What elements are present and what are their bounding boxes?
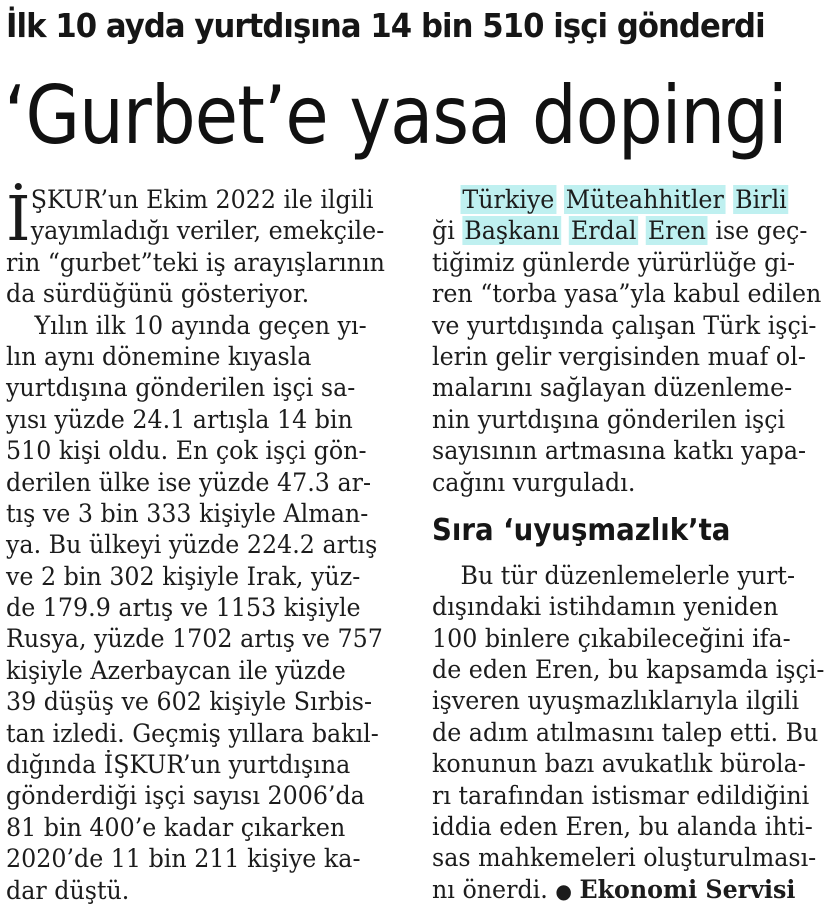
body-line: dışındaki istihdamın yeniden — [432, 592, 779, 622]
section-subheading: Sıra ‘uyuşmazlık’ta — [432, 512, 731, 548]
body-line: ve yurtdışında çalışan Türk işçi- — [432, 310, 817, 340]
body-line: kişiyle Azerbaycan ile yüzde — [6, 655, 346, 685]
body-line: 81 bin 400’e kadar çıkarken — [6, 812, 346, 842]
body-line: ya. Bu ülkeyi yüzde 224.2 artış — [6, 530, 378, 560]
body-line: tiğimiz günlerde yürürlüğe gi- — [432, 247, 795, 277]
text-fragment: ise geç- — [707, 216, 808, 246]
body-line: 39 düşüş ve 602 kişiyle Sırbis- — [6, 687, 373, 717]
body-line: 100 binlere çıkabileceğini ifa- — [432, 623, 791, 653]
highlighted-line — [432, 215, 808, 246]
bullet-icon: ● — [555, 878, 572, 903]
body-line: lerin gelir vergisinden muaf ol- — [432, 341, 806, 371]
body-line: Yılın ilk 10 ayında geçen yı- — [34, 310, 367, 340]
body-line: ŞKUR’un Ekim 2022 ile ilgili — [30, 185, 374, 214]
body-line: malarını sağlayan düzenleme- — [432, 373, 793, 403]
body-line: sayısının artmasına katkı yapa- — [432, 436, 807, 466]
text-fragment: ği — [432, 216, 463, 246]
body-line: işveren uyuşmazlıklarıyla ilgili — [432, 686, 800, 716]
body-line: Bu tür düzenlemelerle yurt- — [460, 560, 795, 590]
body-line: rı tarafından istismar edildiğini — [432, 780, 810, 810]
dropcap-letter: İ — [6, 182, 31, 255]
body-line: yısı yüzde 24.1 artışla 14 bin — [6, 404, 353, 434]
highlight-word: Başkanı — [464, 216, 560, 246]
kicker-headline: İlk 10 ayda yurtdışına 14 bin 510 işçi gönderdi — [6, 6, 765, 45]
body-line: gönderdiği işçi sayısı 2006’da — [6, 781, 365, 811]
closing-line — [432, 874, 803, 905]
dropcap-paragraph — [6, 182, 406, 255]
body-line: dığında İŞKUR’un yurtdışına — [6, 750, 351, 780]
left-column — [6, 184, 406, 906]
body-line: iddia eden Eren, bu alanda ihti- — [432, 812, 813, 842]
body-line: ve 2 bin 302 kişiyle Irak, yüz- — [6, 561, 361, 591]
body-line: Rusya, yüzde 1702 artış ve 757 — [6, 624, 383, 654]
body-line: de adım atılmasını talep etti. Bu — [432, 717, 819, 747]
body-line: tan izledi. Geçmiş yıllara bakıl- — [6, 718, 379, 748]
body-line: de eden Eren, bu kapsamda işçi- — [432, 655, 825, 685]
body-line: sas mahkemeleri oluşturulması- — [432, 843, 817, 873]
highlight-word: Erdal — [570, 216, 637, 246]
body-line: rin “gurbet”teki iş arayışlarının — [6, 247, 385, 277]
main-headline: ‘Gurbet’e yasa dopingi — [4, 69, 787, 162]
highlight-word: Müteahhitler — [565, 185, 724, 214]
text-fragment: nı önerdi. — [432, 874, 548, 904]
body-line: derilen ülke ise yüzde 47.3 ar- — [6, 467, 371, 497]
body-line: lın aynı dönemine kıyasla — [6, 341, 312, 371]
highlighted-line — [432, 184, 803, 215]
body-line: nin yurtdışına gönderilen işçi — [432, 404, 786, 434]
body-line: ren “torba yasa”yla kabul edilen — [432, 279, 822, 309]
body-line: yayımladığı veriler, emekçile- — [30, 216, 385, 246]
highlight-word: Türkiye — [462, 185, 555, 214]
body-line: tış ve 3 bin 333 kişiyle Alman- — [6, 498, 369, 528]
byline: Ekonomi Servisi — [579, 874, 796, 904]
body-line: 2020’de 11 bin 211 kişiye ka- — [6, 844, 361, 874]
highlight-word: Eren — [647, 216, 706, 246]
right-column — [432, 184, 825, 905]
highlight-word: Birli — [735, 185, 787, 214]
body-line: 510 kişi oldu. En çok işçi gön- — [6, 436, 367, 466]
body-line: de 179.9 artış ve 1153 kişiyle — [6, 593, 361, 623]
body-line: dar düştü. — [6, 875, 130, 905]
body-line: cağını vurguladı. — [432, 467, 636, 497]
body-line: konunun bazı avukatlık bürola- — [432, 749, 806, 779]
body-line: yurtdışına gönderilen işçi sa- — [6, 373, 356, 403]
body-line: da sürdüğünü gösteriyor. — [6, 279, 310, 309]
